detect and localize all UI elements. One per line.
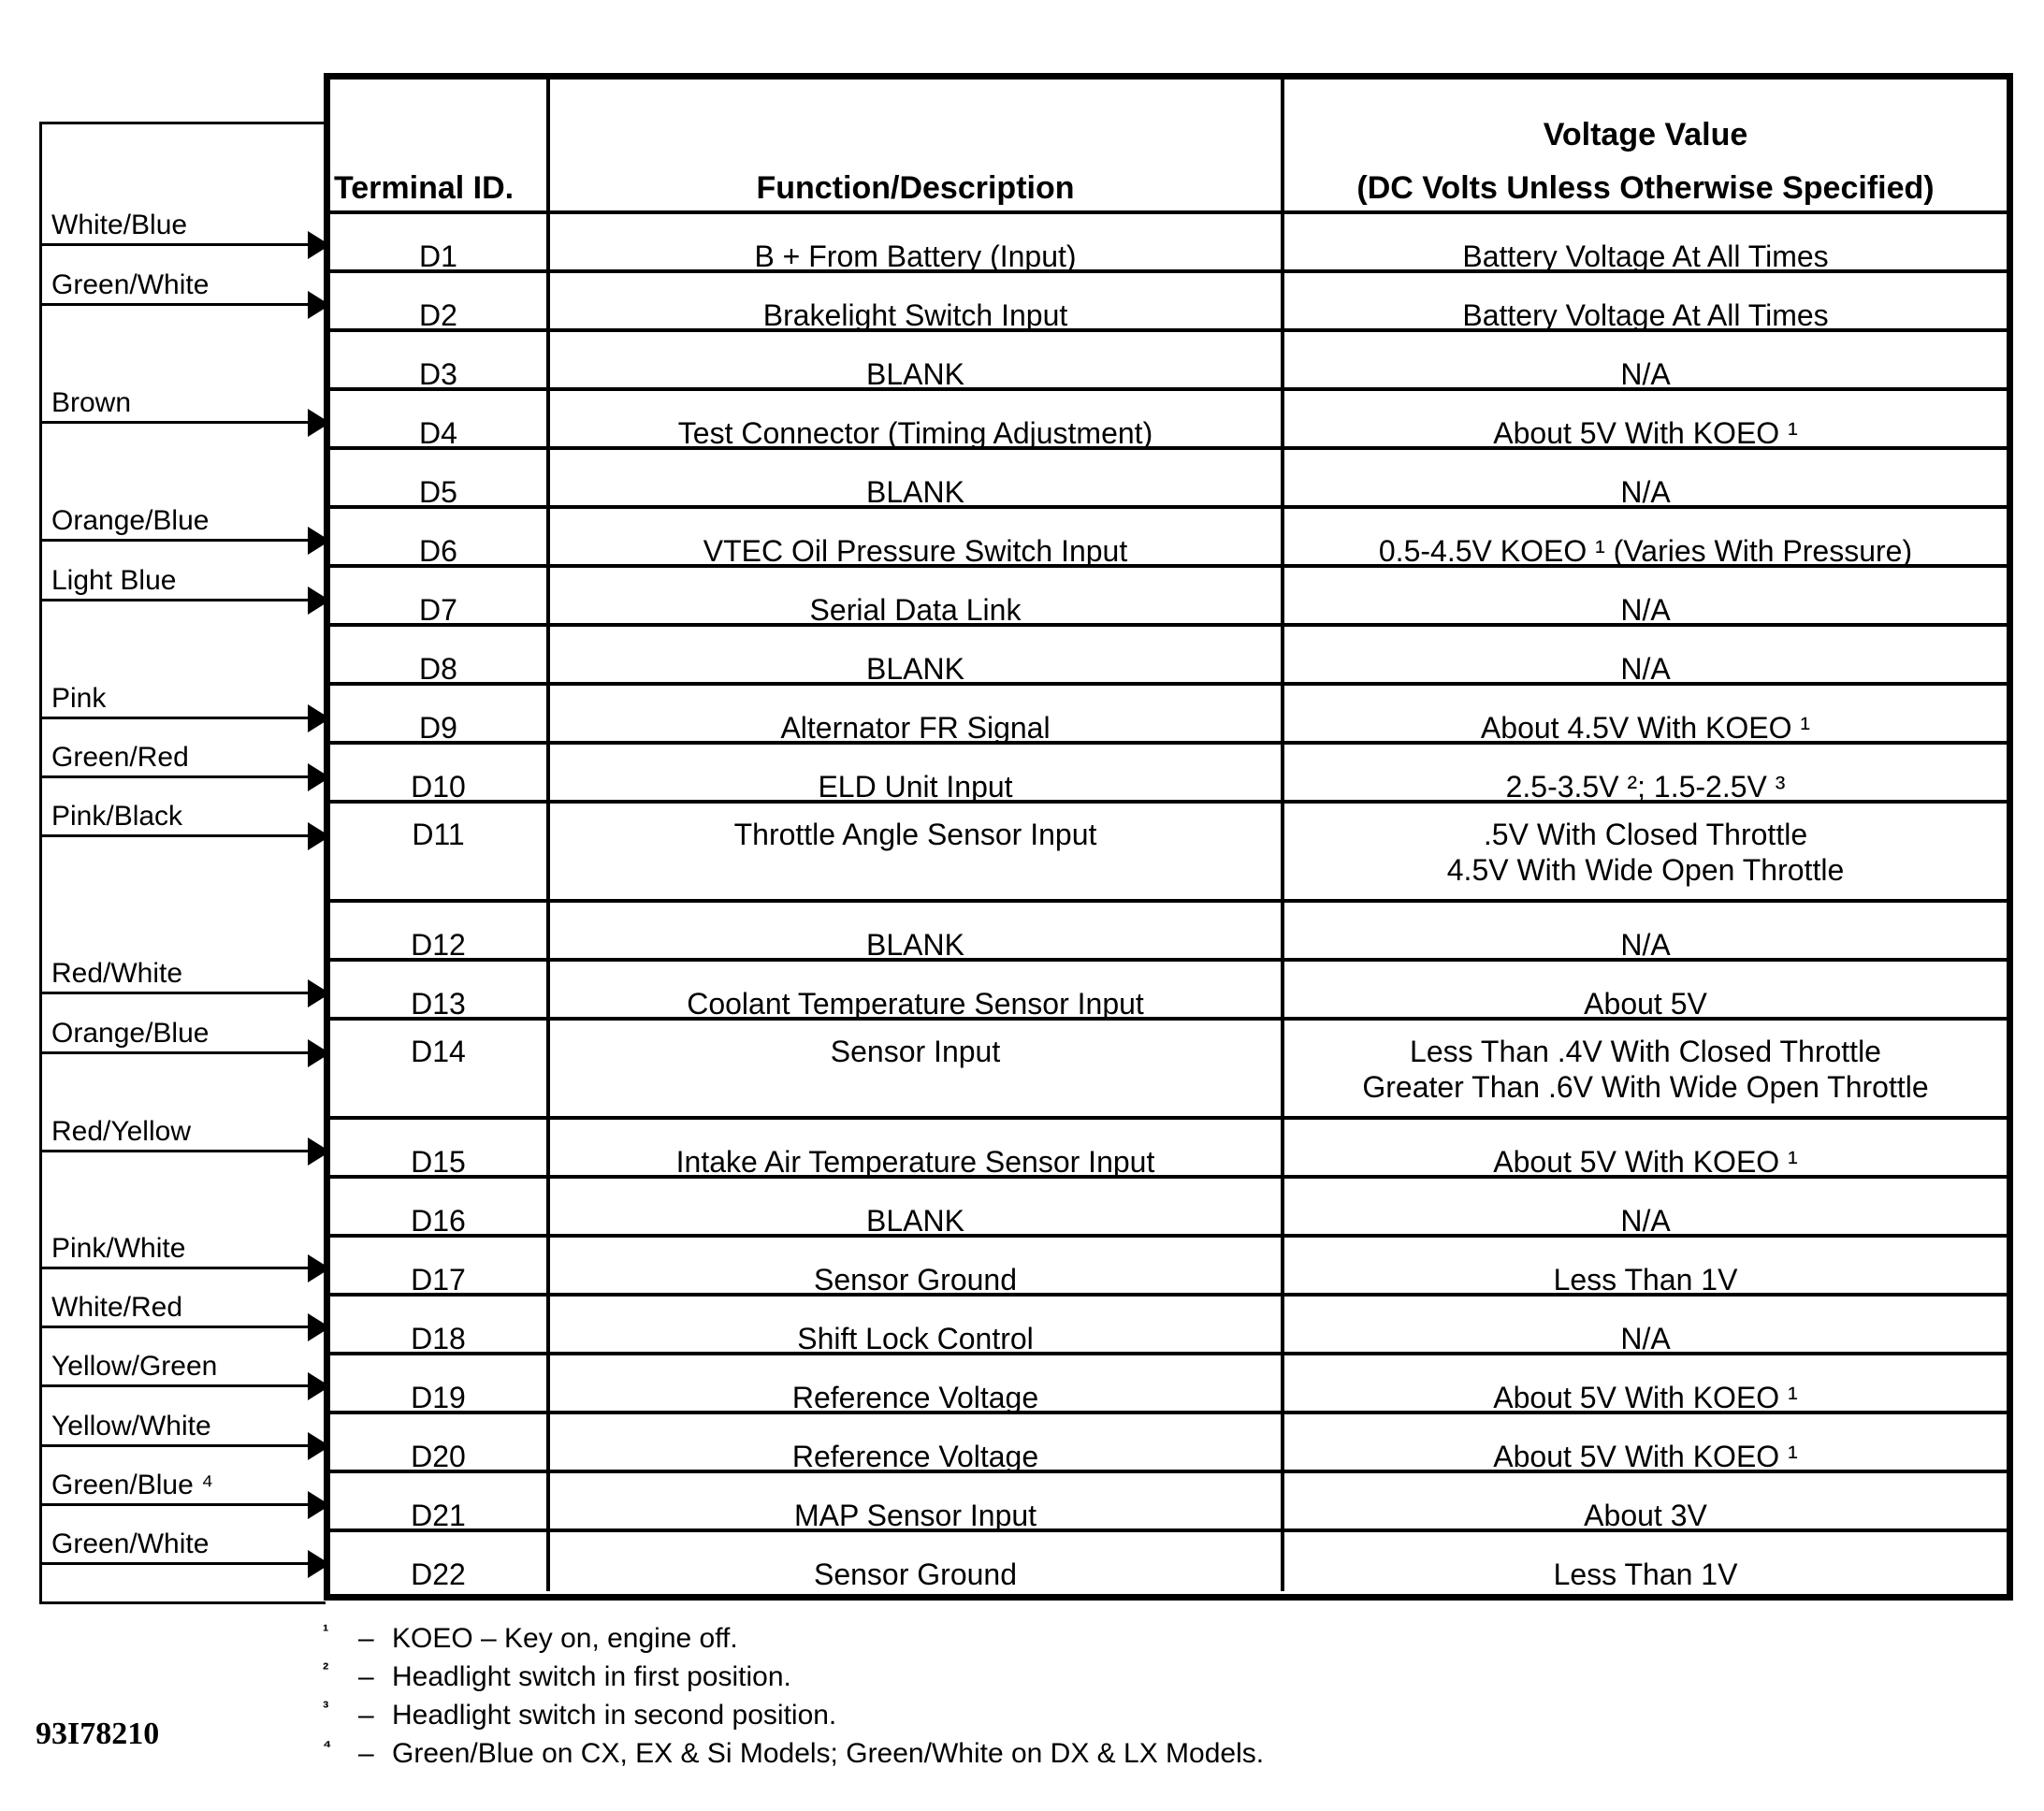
- wire-entry: [42, 1528, 328, 1565]
- voltage-line: About 5V: [1584, 987, 1707, 1021]
- footnote-mark: ¹: [323, 1622, 329, 1642]
- wire-line: [42, 303, 308, 306]
- function-cell: Alternator FR Signal: [550, 686, 1284, 741]
- function-cell: Sensor Input: [550, 1021, 1284, 1116]
- voltage-cell: [1284, 273, 2007, 332]
- footnote: [323, 1616, 1264, 1655]
- wire-color-label: Yellow/Green: [51, 1351, 218, 1382]
- header-function: [550, 80, 1284, 214]
- footnote: [323, 1731, 1264, 1770]
- footnote-dash: –: [358, 1623, 374, 1654]
- wire-entry: [42, 1470, 328, 1506]
- wire-color-label: Brown: [51, 387, 132, 418]
- table-row: [330, 627, 2007, 686]
- wire-color-label: Green/White: [51, 1528, 210, 1559]
- voltage-cell: [1284, 1179, 2007, 1238]
- header-terminal-id: [330, 80, 550, 214]
- footnote-text: Green/Blue on CX, EX & Si Models; Green/White on DX & LX Models.: [392, 1738, 1265, 1769]
- table-row: [330, 1021, 2007, 1120]
- terminal-id-cell: D13: [330, 962, 550, 1017]
- wire-line: [42, 1503, 308, 1506]
- function-cell: Brakelight Switch Input: [550, 273, 1284, 328]
- table-row: [330, 568, 2007, 627]
- voltage-cell: [1284, 627, 2007, 686]
- footnote-dash: –: [358, 1700, 374, 1731]
- header-voltage-title: Voltage Value: [1543, 117, 1748, 152]
- footnote-text: Headlight switch in second position.: [392, 1700, 837, 1731]
- table-row: [330, 804, 2007, 903]
- footnote-mark: ⁴: [323, 1737, 332, 1757]
- function-cell: BLANK: [550, 1179, 1284, 1234]
- function-cell: Sensor Ground: [550, 1238, 1284, 1293]
- voltage-line: N/A: [1620, 357, 1671, 391]
- wire-entry: [42, 1018, 328, 1054]
- wire-entry: [42, 1351, 328, 1387]
- voltage-cell: [1284, 1532, 2007, 1591]
- voltage-cell: [1284, 686, 2007, 745]
- terminal-id-cell: D16: [330, 1179, 550, 1234]
- wire-entry: [42, 683, 328, 719]
- voltage-line: Less Than .4V With Closed Throttle: [1410, 1035, 1881, 1068]
- table-row: [330, 450, 2007, 509]
- wire-entry: [42, 1116, 328, 1152]
- terminal-id-cell: D2: [330, 273, 550, 328]
- function-cell: BLANK: [550, 627, 1284, 682]
- footnote-dash: –: [358, 1661, 374, 1692]
- table-row: [330, 1238, 2007, 1297]
- table-row: [330, 1297, 2007, 1355]
- voltage-line: .5V With Closed Throttle: [1483, 818, 1808, 851]
- voltage-cell: [1284, 1355, 2007, 1414]
- wire-entry: [42, 387, 328, 424]
- function-cell: BLANK: [550, 903, 1284, 958]
- wire-entry: [42, 958, 328, 994]
- wire-entry: [42, 269, 328, 306]
- wire-line: [42, 717, 308, 719]
- voltage-cell: [1284, 332, 2007, 391]
- table-row: [330, 1355, 2007, 1414]
- voltage-line: 4.5V With Wide Open Throttle: [1446, 853, 1845, 887]
- voltage-line: N/A: [1620, 928, 1671, 962]
- table-row: [330, 214, 2007, 273]
- function-cell: Throttle Angle Sensor Input: [550, 804, 1284, 899]
- table-row: [330, 686, 2007, 745]
- table-row: [330, 745, 2007, 804]
- voltage-line: Greater Than .6V With Wide Open Throttle: [1362, 1070, 1929, 1104]
- function-cell: Serial Data Link: [550, 568, 1284, 623]
- wire-entry: [42, 1233, 328, 1269]
- function-cell: Test Connector (Timing Adjustment): [550, 391, 1284, 446]
- wire-line: [42, 539, 308, 542]
- table-row: [330, 1532, 2007, 1591]
- terminal-id-cell: D18: [330, 1297, 550, 1352]
- voltage-line: Battery Voltage At All Times: [1462, 298, 1829, 332]
- wire-color-label: White/Blue: [51, 210, 188, 240]
- table-row: [330, 1414, 2007, 1473]
- wire-line: [42, 992, 308, 994]
- function-cell: Intake Air Temperature Sensor Input: [550, 1120, 1284, 1175]
- table-row: [330, 509, 2007, 568]
- terminal-id-cell: D1: [330, 214, 550, 269]
- function-cell: VTEC Oil Pressure Switch Input: [550, 509, 1284, 564]
- wire-line: [42, 1326, 308, 1328]
- header-voltage-subtitle: (DC Volts Unless Otherwise Specified): [1356, 170, 1935, 206]
- function-cell: Reference Voltage: [550, 1414, 1284, 1470]
- voltage-cell: [1284, 745, 2007, 804]
- function-cell: ELD Unit Input: [550, 745, 1284, 800]
- wire-color-label: Red/Yellow: [51, 1116, 191, 1147]
- terminal-id-cell: D6: [330, 509, 550, 564]
- terminal-id-cell: D5: [330, 450, 550, 505]
- table-row: [330, 332, 2007, 391]
- wire-line: [42, 1384, 308, 1387]
- header-terminal-id-label: Terminal ID.: [334, 170, 515, 206]
- wire-line: [42, 599, 308, 601]
- terminal-id-cell: D14: [330, 1021, 550, 1116]
- voltage-line: About 4.5V With KOEO ¹: [1480, 711, 1811, 745]
- function-cell: B + From Battery (Input): [550, 214, 1284, 269]
- wire-line: [42, 775, 308, 778]
- wire-color-label: Orange/Blue: [51, 1018, 210, 1049]
- function-cell: BLANK: [550, 450, 1284, 505]
- footnote-text: Headlight switch in first position.: [392, 1661, 791, 1692]
- footnotes: [323, 1616, 1264, 1770]
- wire-color-label: Green/Red: [51, 742, 189, 773]
- wire-color-label: Light Blue: [51, 565, 177, 596]
- table-row: [330, 962, 2007, 1021]
- terminal-id-cell: D21: [330, 1473, 550, 1528]
- voltage-cell: [1284, 509, 2007, 568]
- voltage-line: Less Than 1V: [1553, 1263, 1738, 1297]
- footnote: [323, 1693, 1264, 1731]
- voltage-line: About 5V With KOEO ¹: [1493, 1440, 1798, 1473]
- terminal-table: [324, 73, 2013, 1601]
- wire-entry: [42, 1411, 328, 1447]
- wire-entry: [42, 1292, 328, 1328]
- voltage-cell: [1284, 1120, 2007, 1179]
- wire-entry: [42, 801, 328, 837]
- voltage-cell: [1284, 1238, 2007, 1297]
- wire-entry: [42, 210, 328, 246]
- voltage-cell: [1284, 214, 2007, 273]
- terminal-id-cell: D17: [330, 1238, 550, 1293]
- wire-line: [42, 834, 308, 837]
- wire-entry: [42, 565, 328, 601]
- voltage-cell: [1284, 804, 2007, 899]
- wire-color-label: Red/White: [51, 958, 183, 989]
- wire-color-label: Yellow/White: [51, 1411, 211, 1442]
- terminal-id-cell: D12: [330, 903, 550, 958]
- terminal-id-cell: D15: [330, 1120, 550, 1175]
- function-cell: BLANK: [550, 332, 1284, 387]
- wire-color-label: Pink: [51, 683, 107, 714]
- terminal-id-cell: D10: [330, 745, 550, 800]
- voltage-cell: [1284, 1473, 2007, 1532]
- function-cell: Coolant Temperature Sensor Input: [550, 962, 1284, 1017]
- wire-line: [42, 1444, 308, 1447]
- wire-line: [42, 243, 308, 246]
- table-row: [330, 273, 2007, 332]
- header-function-label: Function/Description: [756, 170, 1075, 206]
- table-row: [330, 1473, 2007, 1532]
- footnote: [323, 1655, 1264, 1693]
- terminal-id-cell: D11: [330, 804, 550, 899]
- header-voltage: [1284, 80, 2007, 214]
- function-cell: Sensor Ground: [550, 1532, 1284, 1591]
- voltage-line: 2.5-3.5V ²; 1.5-2.5V ³: [1505, 770, 1786, 804]
- figure-id: 93I78210: [36, 1717, 160, 1751]
- voltage-cell: [1284, 450, 2007, 509]
- wire-color-label: Green/Blue ⁴: [51, 1470, 213, 1500]
- wire-color-label: Green/White: [51, 269, 210, 300]
- footnote-dash: –: [358, 1738, 374, 1769]
- voltage-cell: [1284, 568, 2007, 627]
- voltage-cell: [1284, 1021, 2007, 1116]
- terminal-id-cell: D7: [330, 568, 550, 623]
- voltage-line: N/A: [1620, 1204, 1671, 1238]
- table-body: [330, 214, 2007, 1591]
- voltage-line: N/A: [1620, 652, 1671, 686]
- wire-color-label: Pink/Black: [51, 801, 183, 832]
- voltage-cell: [1284, 962, 2007, 1021]
- voltage-line: Battery Voltage At All Times: [1462, 239, 1829, 273]
- terminal-id-cell: D3: [330, 332, 550, 387]
- voltage-line: About 5V With KOEO ¹: [1493, 1145, 1798, 1179]
- wire-color-panel: [39, 122, 326, 1604]
- terminal-id-cell: D20: [330, 1414, 550, 1470]
- voltage-cell: [1284, 1414, 2007, 1473]
- table-row: [330, 391, 2007, 450]
- terminal-id-cell: D9: [330, 686, 550, 741]
- wire-line: [42, 421, 308, 424]
- footnote-text: KOEO – Key on, engine off.: [392, 1623, 738, 1654]
- voltage-line: Less Than 1V: [1553, 1557, 1738, 1591]
- wire-line: [42, 1562, 308, 1565]
- wire-color-label: Orange/Blue: [51, 505, 210, 536]
- voltage-cell: [1284, 391, 2007, 450]
- footnote-mark: ³: [323, 1699, 329, 1718]
- wire-line: [42, 1150, 308, 1152]
- wire-line: [42, 1051, 308, 1054]
- terminal-id-cell: D4: [330, 391, 550, 446]
- terminal-id-cell: D22: [330, 1532, 550, 1591]
- wire-color-label: Pink/White: [51, 1233, 186, 1264]
- wire-line: [42, 1267, 308, 1269]
- voltage-line: About 5V With KOEO ¹: [1493, 416, 1798, 450]
- wire-entry: [42, 505, 328, 542]
- voltage-cell: [1284, 1297, 2007, 1355]
- table-row: [330, 903, 2007, 962]
- voltage-line: N/A: [1620, 475, 1671, 509]
- voltage-line: About 3V: [1584, 1499, 1707, 1532]
- footnote-mark: ²: [323, 1660, 329, 1680]
- voltage-cell: [1284, 903, 2007, 962]
- table-row: [330, 1120, 2007, 1179]
- wire-color-label: White/Red: [51, 1292, 183, 1323]
- function-cell: Reference Voltage: [550, 1355, 1284, 1411]
- terminal-id-cell: D8: [330, 627, 550, 682]
- table-row: [330, 1179, 2007, 1238]
- voltage-line: About 5V With KOEO ¹: [1493, 1381, 1798, 1414]
- wire-entry: [42, 742, 328, 778]
- voltage-line: 0.5-4.5V KOEO ¹ (Varies With Pressure): [1378, 534, 1913, 568]
- function-cell: MAP Sensor Input: [550, 1473, 1284, 1528]
- terminal-id-cell: D19: [330, 1355, 550, 1411]
- voltage-line: N/A: [1620, 593, 1671, 627]
- function-cell: Shift Lock Control: [550, 1297, 1284, 1352]
- voltage-line: N/A: [1620, 1322, 1671, 1355]
